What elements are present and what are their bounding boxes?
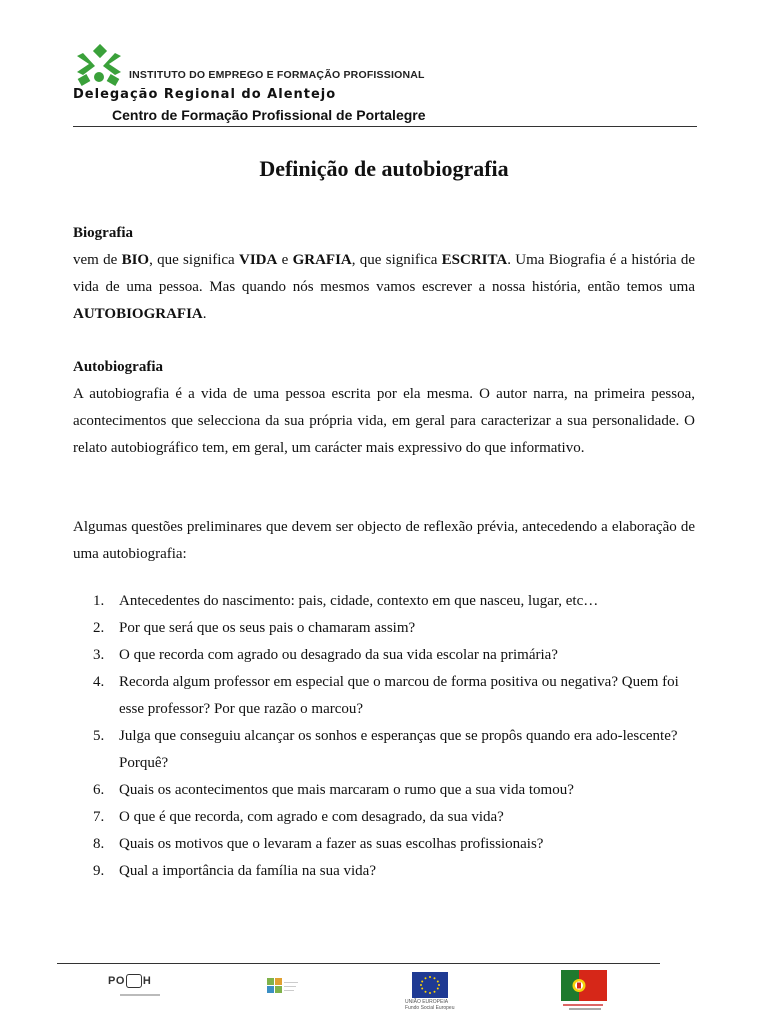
list-text: Recorda algum professor em especial que o marcou de forma positiva ou negativa? Quem foi esse professor? Por que razão o marcou?	[119, 674, 679, 717]
list-text: O que é que recorda, com agrado e com desagrado, da sua vida?	[119, 809, 504, 825]
bold-term: VIDA	[239, 252, 278, 268]
list-number: 6.	[93, 782, 105, 798]
list-item	[73, 804, 695, 831]
list-item	[73, 777, 695, 804]
text-run: vem de	[73, 252, 122, 268]
institute-name: INSTITUTO DO EMPREGO E FORMAÇÃO PROFISSIONAL	[129, 69, 425, 81]
eu-caption-line: UNIÃO EUROPEIA	[405, 999, 449, 1005]
list-number: 2.	[93, 620, 105, 636]
list-item	[73, 669, 695, 723]
autobiografia-heading: Autobiografia	[73, 359, 163, 375]
portugal-flag-icon	[561, 970, 607, 1001]
list-text: Quais os acontecimentos que mais marcaram o rumo que a sua vida tomou?	[119, 782, 574, 798]
poph-subtitle-line	[120, 994, 160, 996]
bold-term: GRAFIA	[292, 252, 352, 268]
eu-flag-icon	[412, 972, 448, 998]
poph-text: H	[142, 974, 152, 987]
poph-text: PO	[108, 974, 125, 987]
eu-caption	[405, 999, 454, 1011]
header-divider	[73, 126, 697, 127]
delegation-name: Delegação Regional do Alentejo	[73, 87, 337, 102]
list-number: 1.	[93, 593, 105, 609]
iefp-logo-icon	[73, 44, 125, 86]
list-number: 5.	[93, 728, 105, 744]
list-text: Qual a importância da família na sua vida?	[119, 863, 376, 879]
list-text: Quais os motivos que o levaram a fazer as suas escolhas profissionais?	[119, 836, 544, 852]
biografia-paragraph	[73, 247, 695, 328]
bold-term: ESCRITA	[441, 252, 508, 268]
text-run: .	[202, 306, 207, 322]
list-text: O que recorda com agrado ou desagrado da sua vida escolar na primária?	[119, 647, 558, 663]
gren-logo-icon	[266, 976, 300, 998]
poph-p-icon	[126, 974, 142, 988]
list-text: Julga que conseguiu alcançar os sonhos e esperanças que se propôs quando era ado-lescente? Porquê?	[119, 728, 678, 771]
biografia-heading: Biografia	[73, 225, 133, 241]
iefp-logo	[73, 44, 697, 86]
list-number: 3.	[93, 647, 105, 663]
text-run: , que significa	[351, 252, 442, 268]
text-run: , que significa	[149, 252, 239, 268]
list-text: Antecedentes do nascimento: pais, cidade, contexto em que nasceu, lugar, etc…	[119, 593, 599, 609]
page-title: Definição de autobiografia	[259, 156, 509, 181]
list-item	[73, 858, 695, 885]
list-item	[73, 642, 695, 669]
questions-intro: Algumas questões preliminares que devem ser objecto de reflexão prévia, antecedendo a elaboração de uma autobiografia:	[73, 519, 695, 562]
list-number: 7.	[93, 809, 105, 825]
list-text: Por que será que os seus pais o chamaram assim?	[119, 620, 416, 636]
autobiografia-paragraph: A autobiografia é a vida de uma pessoa escrita por ela mesma. O autor narra, na primeira pessoa, acontecimentos que selecciona da sua própria vida, em geral para caracterizar a sua personalidade. O relato autobiográfico tem, em geral, um carácter mais expressivo do que informativo.	[73, 386, 695, 456]
list-item	[73, 831, 695, 858]
portugal-caption-line	[563, 1003, 603, 1010]
list-item	[73, 615, 695, 642]
bold-term: AUTOBIOGRAFIA	[73, 306, 203, 322]
training-center-name: Centro de Formação Profissional de Portalegre	[112, 107, 426, 123]
list-item	[73, 723, 695, 777]
text-run: . Uma Biografia é a história de vida de uma pessoa. Mas quando nós mesmos vamos escrever a nossa história, então temos uma	[73, 252, 695, 295]
document-header	[73, 44, 697, 123]
questions-list	[73, 588, 695, 885]
list-number: 9.	[93, 863, 105, 879]
poph-logo	[108, 974, 151, 988]
list-number: 4.	[93, 674, 105, 690]
footer-divider	[57, 963, 660, 964]
bold-term: BIO	[121, 252, 150, 268]
footer-logos	[0, 968, 768, 1013]
document-body	[73, 220, 695, 885]
list-item	[73, 588, 695, 615]
list-number: 8.	[93, 836, 105, 852]
eu-caption-line: Fundo Social Europeu	[405, 1005, 455, 1011]
text-run: e	[277, 252, 293, 268]
